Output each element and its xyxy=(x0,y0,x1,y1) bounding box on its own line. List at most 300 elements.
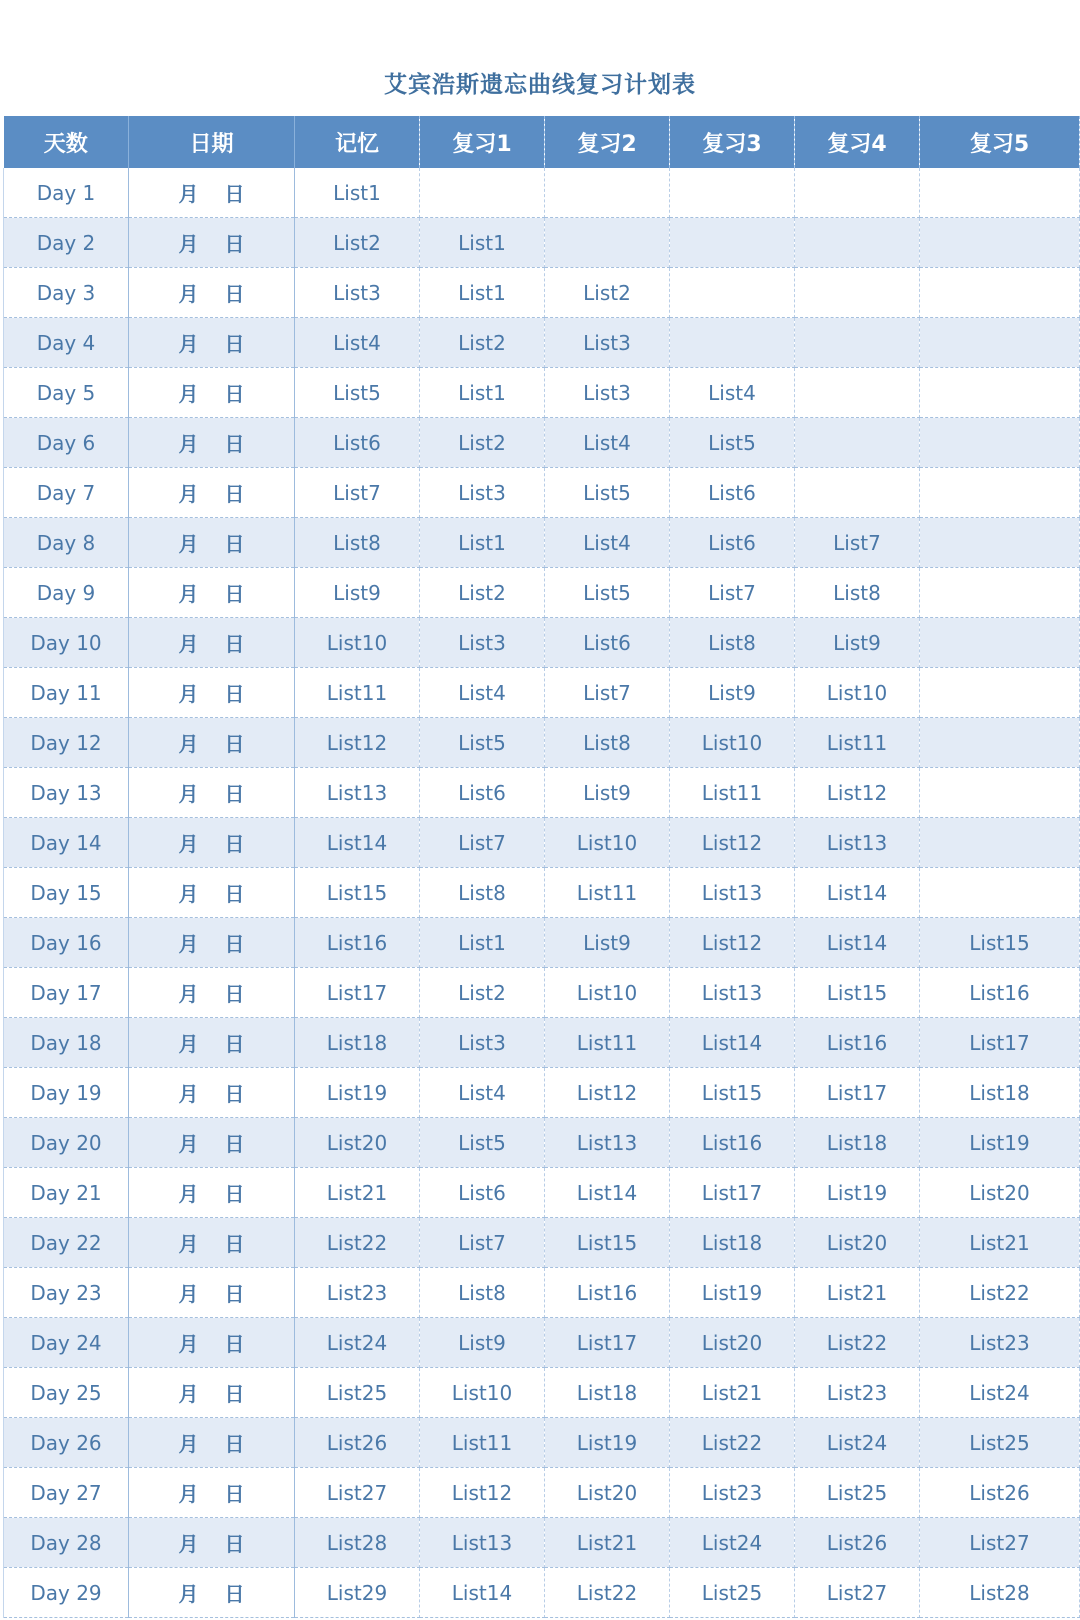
cell-review-1: List1 xyxy=(420,218,545,268)
cell-review-3 xyxy=(670,218,795,268)
header-review-3: 复习3 xyxy=(670,116,795,168)
cell-memorize: List25 xyxy=(295,1368,420,1418)
cell-day: Day 12 xyxy=(4,718,129,768)
table-row xyxy=(4,1468,1080,1518)
date-day-label: 日 xyxy=(224,532,245,556)
cell-memorize: List23 xyxy=(295,1268,420,1318)
cell-review-5: List25 xyxy=(920,1418,1080,1468)
cell-review-3: List6 xyxy=(670,518,795,568)
cell-review-5: List28 xyxy=(920,1568,1080,1618)
cell-day: Day 6 xyxy=(4,418,129,468)
table-row xyxy=(4,1418,1080,1468)
cell-date xyxy=(129,1368,295,1418)
date-day-label: 日 xyxy=(224,882,245,906)
cell-review-5 xyxy=(920,468,1080,518)
cell-review-4: List14 xyxy=(795,868,920,918)
date-day-label: 日 xyxy=(224,1282,245,1306)
cell-review-4: List9 xyxy=(795,618,920,668)
header-review-2: 复习2 xyxy=(545,116,670,168)
table-row xyxy=(4,718,1080,768)
cell-day: Day 26 xyxy=(4,1418,129,1468)
cell-review-2: List21 xyxy=(545,1518,670,1568)
cell-review-4: List25 xyxy=(795,1468,920,1518)
cell-day: Day 18 xyxy=(4,1018,129,1068)
cell-memorize: List10 xyxy=(295,618,420,668)
date-month-label: 月 xyxy=(178,1582,199,1606)
cell-review-3: List20 xyxy=(670,1318,795,1368)
date-month-label: 月 xyxy=(178,932,199,956)
table-row xyxy=(4,968,1080,1018)
date-month-label: 月 xyxy=(178,282,199,306)
cell-review-5: List18 xyxy=(920,1068,1080,1118)
cell-review-4: List8 xyxy=(795,568,920,618)
date-day-label: 日 xyxy=(224,382,245,406)
table-row xyxy=(4,1268,1080,1318)
cell-review-1: List10 xyxy=(420,1368,545,1418)
cell-review-3: List10 xyxy=(670,718,795,768)
cell-review-4: List13 xyxy=(795,818,920,868)
cell-review-1: List7 xyxy=(420,1218,545,1268)
cell-review-2: List2 xyxy=(545,268,670,318)
cell-review-5: List22 xyxy=(920,1268,1080,1318)
cell-review-5 xyxy=(920,868,1080,918)
cell-date xyxy=(129,268,295,318)
cell-review-1: List6 xyxy=(420,1168,545,1218)
cell-review-1: List9 xyxy=(420,1318,545,1368)
cell-memorize: List11 xyxy=(295,668,420,718)
cell-review-5 xyxy=(920,768,1080,818)
cell-review-3: List8 xyxy=(670,618,795,668)
cell-review-4 xyxy=(795,468,920,518)
cell-review-2: List3 xyxy=(545,318,670,368)
cell-review-3: List24 xyxy=(670,1518,795,1568)
header-date: 日期 xyxy=(129,116,295,168)
date-month-label: 月 xyxy=(178,632,199,656)
cell-memorize: List18 xyxy=(295,1018,420,1068)
date-day-label: 日 xyxy=(224,432,245,456)
date-day-label: 日 xyxy=(224,1332,245,1356)
cell-review-2 xyxy=(545,168,670,218)
cell-review-1: List11 xyxy=(420,1418,545,1468)
cell-review-3: List21 xyxy=(670,1368,795,1418)
date-day-label: 日 xyxy=(224,782,245,806)
cell-review-5 xyxy=(920,168,1080,218)
cell-review-4: List17 xyxy=(795,1068,920,1118)
cell-review-5 xyxy=(920,618,1080,668)
table-body xyxy=(4,168,1080,1618)
cell-review-1: List5 xyxy=(420,1118,545,1168)
cell-review-2: List3 xyxy=(545,368,670,418)
table-row xyxy=(4,318,1080,368)
date-day-label: 日 xyxy=(224,682,245,706)
cell-review-5 xyxy=(920,268,1080,318)
cell-day: Day 13 xyxy=(4,768,129,818)
page-title: 艾宾浩斯遗忘曲线复习计划表 xyxy=(384,72,696,98)
date-month-label: 月 xyxy=(178,1182,199,1206)
cell-review-1: List8 xyxy=(420,1268,545,1318)
table-row xyxy=(4,168,1080,218)
cell-review-1: List3 xyxy=(420,618,545,668)
cell-memorize: List3 xyxy=(295,268,420,318)
cell-review-3: List13 xyxy=(670,868,795,918)
cell-review-4: List23 xyxy=(795,1368,920,1418)
date-month-label: 月 xyxy=(178,432,199,456)
date-month-label: 月 xyxy=(178,1082,199,1106)
header-review-4: 复习4 xyxy=(795,116,920,168)
cell-review-3: List12 xyxy=(670,818,795,868)
cell-review-1: List14 xyxy=(420,1568,545,1618)
cell-review-3: List15 xyxy=(670,1068,795,1118)
cell-day: Day 1 xyxy=(4,168,129,218)
table-row xyxy=(4,268,1080,318)
cell-date xyxy=(129,568,295,618)
cell-date xyxy=(129,1168,295,1218)
cell-review-4: List10 xyxy=(795,668,920,718)
cell-review-1: List2 xyxy=(420,318,545,368)
date-day-label: 日 xyxy=(224,1082,245,1106)
table-row xyxy=(4,1518,1080,1568)
cell-review-4: List19 xyxy=(795,1168,920,1218)
cell-memorize: List4 xyxy=(295,318,420,368)
date-day-label: 日 xyxy=(224,332,245,356)
cell-date xyxy=(129,768,295,818)
cell-memorize: List1 xyxy=(295,168,420,218)
cell-review-1: List5 xyxy=(420,718,545,768)
table-row xyxy=(4,1118,1080,1168)
cell-review-4: List21 xyxy=(795,1268,920,1318)
cell-review-2: List5 xyxy=(545,468,670,518)
cell-review-5: List20 xyxy=(920,1168,1080,1218)
cell-day: Day 10 xyxy=(4,618,129,668)
date-day-label: 日 xyxy=(224,1232,245,1256)
table-row xyxy=(4,618,1080,668)
table-row xyxy=(4,768,1080,818)
cell-review-1: List2 xyxy=(420,568,545,618)
cell-review-5 xyxy=(920,368,1080,418)
cell-review-1: List3 xyxy=(420,1018,545,1068)
header-review-5: 复习5 xyxy=(920,116,1080,168)
date-day-label: 日 xyxy=(224,1532,245,1556)
table-row xyxy=(4,1068,1080,1118)
cell-day: Day 20 xyxy=(4,1118,129,1168)
cell-review-5 xyxy=(920,318,1080,368)
cell-date xyxy=(129,168,295,218)
date-month-label: 月 xyxy=(178,332,199,356)
cell-memorize: List20 xyxy=(295,1118,420,1168)
cell-memorize: List14 xyxy=(295,818,420,868)
date-month-label: 月 xyxy=(178,882,199,906)
date-day-label: 日 xyxy=(224,632,245,656)
header-memorize: 记忆 xyxy=(295,116,420,168)
cell-review-1: List12 xyxy=(420,1468,545,1518)
cell-date xyxy=(129,1018,295,1068)
date-day-label: 日 xyxy=(224,982,245,1006)
cell-review-3: List5 xyxy=(670,418,795,468)
cell-review-5 xyxy=(920,818,1080,868)
cell-memorize: List12 xyxy=(295,718,420,768)
date-month-label: 月 xyxy=(178,1132,199,1156)
cell-review-3: List12 xyxy=(670,918,795,968)
cell-day: Day 17 xyxy=(4,968,129,1018)
cell-review-3 xyxy=(670,168,795,218)
cell-day: Day 3 xyxy=(4,268,129,318)
cell-review-4: List26 xyxy=(795,1518,920,1568)
cell-review-2: List15 xyxy=(545,1218,670,1268)
cell-review-5: List26 xyxy=(920,1468,1080,1518)
date-day-label: 日 xyxy=(224,182,245,206)
cell-date xyxy=(129,368,295,418)
cell-review-1 xyxy=(420,168,545,218)
cell-review-5 xyxy=(920,418,1080,468)
cell-date xyxy=(129,1468,295,1518)
cell-review-5 xyxy=(920,518,1080,568)
header-days: 天数 xyxy=(4,116,129,168)
cell-date xyxy=(129,868,295,918)
cell-date xyxy=(129,318,295,368)
cell-date xyxy=(129,218,295,268)
cell-review-5 xyxy=(920,568,1080,618)
date-day-label: 日 xyxy=(224,1182,245,1206)
cell-review-2: List14 xyxy=(545,1168,670,1218)
review-plan-table xyxy=(3,116,1080,1618)
date-day-label: 日 xyxy=(224,1432,245,1456)
cell-memorize: List5 xyxy=(295,368,420,418)
cell-date xyxy=(129,1518,295,1568)
cell-review-3: List25 xyxy=(670,1568,795,1618)
date-month-label: 月 xyxy=(178,182,199,206)
cell-review-2: List8 xyxy=(545,718,670,768)
cell-review-3: List18 xyxy=(670,1218,795,1268)
cell-memorize: List21 xyxy=(295,1168,420,1218)
cell-memorize: List8 xyxy=(295,518,420,568)
cell-date xyxy=(129,1268,295,1318)
date-month-label: 月 xyxy=(178,1032,199,1056)
cell-review-3 xyxy=(670,318,795,368)
cell-day: Day 16 xyxy=(4,918,129,968)
cell-day: Day 29 xyxy=(4,1568,129,1618)
cell-memorize: List19 xyxy=(295,1068,420,1118)
cell-review-4: List12 xyxy=(795,768,920,818)
table-row xyxy=(4,218,1080,268)
cell-review-4: List27 xyxy=(795,1568,920,1618)
date-day-label: 日 xyxy=(224,1382,245,1406)
date-day-label: 日 xyxy=(224,1582,245,1606)
cell-review-4: List16 xyxy=(795,1018,920,1068)
cell-review-1: List8 xyxy=(420,868,545,918)
cell-review-2: List9 xyxy=(545,768,670,818)
cell-review-4: List18 xyxy=(795,1118,920,1168)
cell-review-3: List13 xyxy=(670,968,795,1018)
cell-review-1: List3 xyxy=(420,468,545,518)
cell-date xyxy=(129,718,295,768)
table-row xyxy=(4,368,1080,418)
cell-date xyxy=(129,968,295,1018)
cell-review-2: List5 xyxy=(545,568,670,618)
cell-review-2: List10 xyxy=(545,968,670,1018)
date-month-label: 月 xyxy=(178,382,199,406)
cell-memorize: List27 xyxy=(295,1468,420,1518)
cell-review-5: List24 xyxy=(920,1368,1080,1418)
table-row xyxy=(4,568,1080,618)
cell-date xyxy=(129,468,295,518)
date-month-label: 月 xyxy=(178,782,199,806)
date-month-label: 月 xyxy=(178,1532,199,1556)
cell-review-4: List11 xyxy=(795,718,920,768)
cell-review-2: List4 xyxy=(545,418,670,468)
cell-review-5: List27 xyxy=(920,1518,1080,1568)
cell-review-4 xyxy=(795,268,920,318)
cell-day: Day 24 xyxy=(4,1318,129,1368)
cell-date xyxy=(129,1218,295,1268)
cell-day: Day 7 xyxy=(4,468,129,518)
table-row xyxy=(4,1368,1080,1418)
cell-memorize: List17 xyxy=(295,968,420,1018)
cell-review-1: List6 xyxy=(420,768,545,818)
date-month-label: 月 xyxy=(178,982,199,1006)
cell-day: Day 15 xyxy=(4,868,129,918)
cell-memorize: List29 xyxy=(295,1568,420,1618)
date-month-label: 月 xyxy=(178,532,199,556)
cell-review-5: List19 xyxy=(920,1118,1080,1168)
table-row xyxy=(4,868,1080,918)
date-day-label: 日 xyxy=(224,1482,245,1506)
cell-day: Day 9 xyxy=(4,568,129,618)
date-month-label: 月 xyxy=(178,1232,199,1256)
cell-review-2 xyxy=(545,218,670,268)
cell-review-2: List11 xyxy=(545,868,670,918)
cell-date xyxy=(129,618,295,668)
cell-date xyxy=(129,668,295,718)
cell-review-2: List4 xyxy=(545,518,670,568)
cell-review-1: List4 xyxy=(420,1068,545,1118)
cell-review-2: List20 xyxy=(545,1468,670,1518)
cell-review-2: List10 xyxy=(545,818,670,868)
cell-review-4: List20 xyxy=(795,1218,920,1268)
date-day-label: 日 xyxy=(224,832,245,856)
cell-review-3: List16 xyxy=(670,1118,795,1168)
cell-review-5 xyxy=(920,218,1080,268)
cell-date xyxy=(129,1118,295,1168)
cell-memorize: List22 xyxy=(295,1218,420,1268)
cell-review-3: List6 xyxy=(670,468,795,518)
table-row xyxy=(4,918,1080,968)
cell-review-5: List23 xyxy=(920,1318,1080,1368)
header-review-1: 复习1 xyxy=(420,116,545,168)
cell-review-1: List13 xyxy=(420,1518,545,1568)
cell-review-3: List4 xyxy=(670,368,795,418)
cell-review-2: List7 xyxy=(545,668,670,718)
cell-memorize: List9 xyxy=(295,568,420,618)
table-row xyxy=(4,818,1080,868)
table-row xyxy=(4,1168,1080,1218)
cell-review-4 xyxy=(795,418,920,468)
cell-review-3: List14 xyxy=(670,1018,795,1068)
cell-date xyxy=(129,518,295,568)
cell-review-1: List4 xyxy=(420,668,545,718)
cell-review-3: List22 xyxy=(670,1418,795,1468)
table-row xyxy=(4,418,1080,468)
cell-date xyxy=(129,1068,295,1118)
date-day-label: 日 xyxy=(224,1132,245,1156)
cell-date xyxy=(129,1318,295,1368)
cell-day: Day 19 xyxy=(4,1068,129,1118)
cell-review-2: List17 xyxy=(545,1318,670,1368)
cell-review-1: List2 xyxy=(420,418,545,468)
cell-review-3: List11 xyxy=(670,768,795,818)
cell-review-3: List9 xyxy=(670,668,795,718)
cell-review-1: List1 xyxy=(420,368,545,418)
cell-review-1: List2 xyxy=(420,968,545,1018)
cell-review-3: List17 xyxy=(670,1168,795,1218)
table-row xyxy=(4,1318,1080,1368)
date-day-label: 日 xyxy=(224,732,245,756)
date-month-label: 月 xyxy=(178,1382,199,1406)
date-month-label: 月 xyxy=(178,732,199,756)
date-month-label: 月 xyxy=(178,1432,199,1456)
cell-memorize: List13 xyxy=(295,768,420,818)
cell-day: Day 5 xyxy=(4,368,129,418)
date-day-label: 日 xyxy=(224,282,245,306)
cell-memorize: List6 xyxy=(295,418,420,468)
cell-memorize: List15 xyxy=(295,868,420,918)
cell-review-3: List7 xyxy=(670,568,795,618)
cell-memorize: List2 xyxy=(295,218,420,268)
cell-review-4: List7 xyxy=(795,518,920,568)
table-row xyxy=(4,1018,1080,1068)
cell-review-5: List17 xyxy=(920,1018,1080,1068)
cell-memorize: List24 xyxy=(295,1318,420,1368)
cell-review-2: List22 xyxy=(545,1568,670,1618)
cell-review-1: List1 xyxy=(420,518,545,568)
cell-review-2: List6 xyxy=(545,618,670,668)
date-day-label: 日 xyxy=(224,1032,245,1056)
cell-date xyxy=(129,1418,295,1468)
table-row xyxy=(4,468,1080,518)
cell-memorize: List28 xyxy=(295,1518,420,1568)
cell-date xyxy=(129,418,295,468)
cell-day: Day 23 xyxy=(4,1268,129,1318)
cell-day: Day 11 xyxy=(4,668,129,718)
date-day-label: 日 xyxy=(224,482,245,506)
date-day-label: 日 xyxy=(224,932,245,956)
cell-review-4 xyxy=(795,218,920,268)
date-month-label: 月 xyxy=(178,482,199,506)
cell-review-5: List16 xyxy=(920,968,1080,1018)
date-month-label: 月 xyxy=(178,1332,199,1356)
cell-review-2: List13 xyxy=(545,1118,670,1168)
cell-review-2: List19 xyxy=(545,1418,670,1468)
cell-day: Day 21 xyxy=(4,1168,129,1218)
cell-review-4: List14 xyxy=(795,918,920,968)
cell-day: Day 14 xyxy=(4,818,129,868)
table-row xyxy=(4,1218,1080,1268)
cell-day: Day 2 xyxy=(4,218,129,268)
cell-day: Day 25 xyxy=(4,1368,129,1418)
table-row xyxy=(4,518,1080,568)
cell-memorize: List16 xyxy=(295,918,420,968)
cell-review-4 xyxy=(795,368,920,418)
cell-review-2: List11 xyxy=(545,1018,670,1068)
cell-review-1: List7 xyxy=(420,818,545,868)
cell-day: Day 8 xyxy=(4,518,129,568)
cell-memorize: List7 xyxy=(295,468,420,518)
cell-review-4 xyxy=(795,318,920,368)
cell-review-4: List22 xyxy=(795,1318,920,1368)
date-month-label: 月 xyxy=(178,1482,199,1506)
date-month-label: 月 xyxy=(178,832,199,856)
cell-review-4: List24 xyxy=(795,1418,920,1468)
date-day-label: 日 xyxy=(224,232,245,256)
